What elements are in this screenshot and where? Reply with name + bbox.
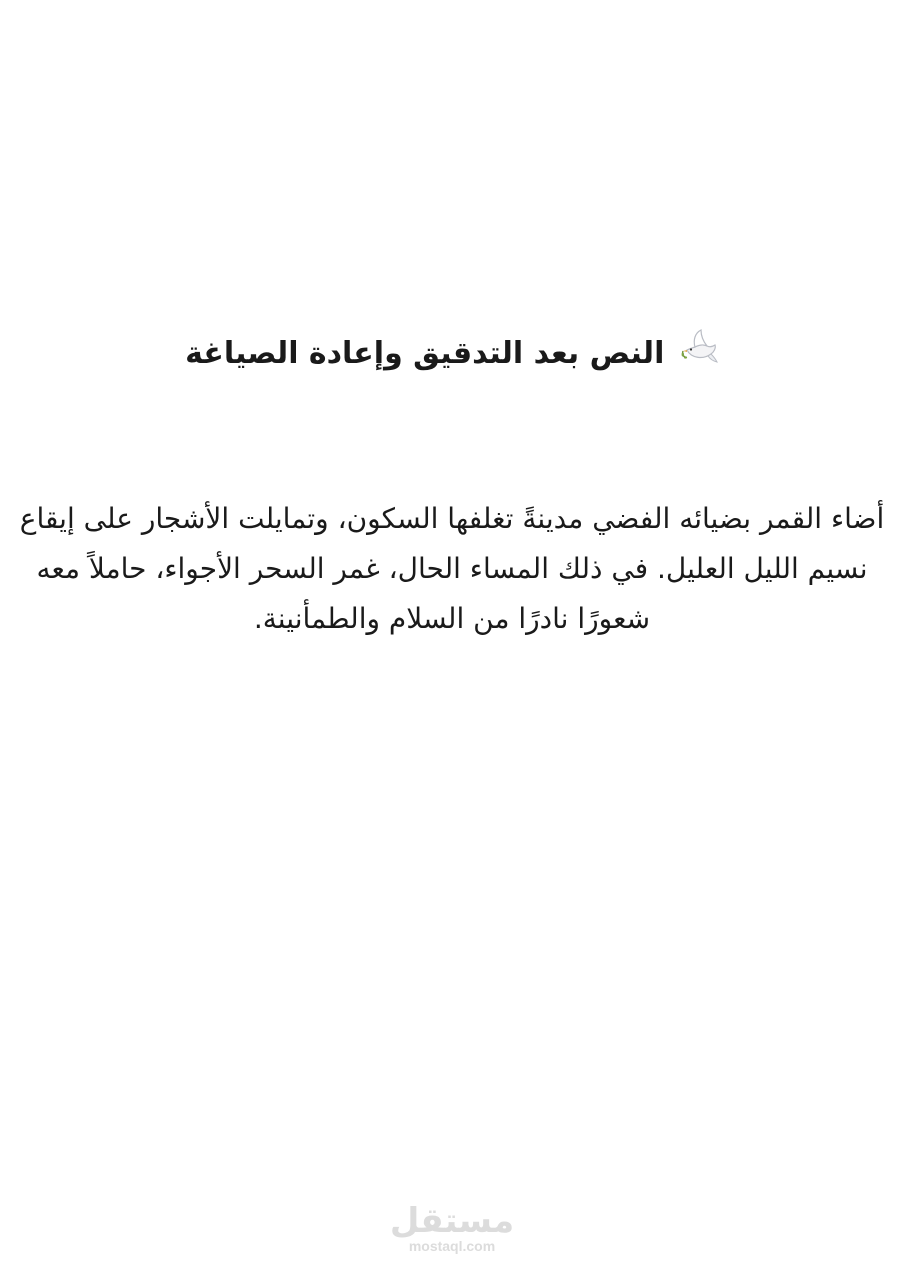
dove-icon [681,328,719,381]
watermark-url: mostaql.com [408,1238,496,1254]
heading-text: النص بعد التدقيق وإعادة الصياغة [185,336,665,371]
watermark [0,1201,904,1254]
body-paragraph: أضاء القمر بضيائه الفضي مدينةً تغلفها السكون، وتمايلت الأشجار على إيقاع نسيم الليل العليل. في ذلك المساء الحال، غمر السحر الأجواء، حاملاً معه شعورًا نادرًا من السلام والطمأنينة. [19,502,885,635]
document-heading [0,328,904,381]
watermark-logo: مستقل [389,1201,515,1241]
